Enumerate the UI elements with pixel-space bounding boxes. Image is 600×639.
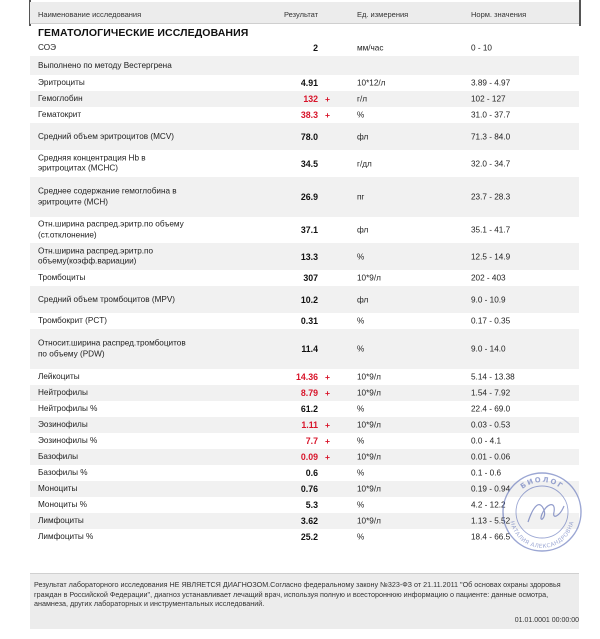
test-unit: 10*12/л <box>357 78 386 88</box>
test-unit: г/л <box>357 94 368 104</box>
test-result: 38.3 <box>300 110 318 120</box>
header-result: Результат <box>284 10 319 19</box>
section-title: ГЕМАТОЛОГИЧЕСКИЕ ИССЛЕДОВАНИЯ <box>38 27 249 39</box>
reference-range: 22.4 - 69.0 <box>471 404 511 414</box>
test-result: 5.3 <box>305 500 318 510</box>
test-unit: 10*9/л <box>357 273 381 283</box>
reference-range: 71.3 - 84.0 <box>471 132 511 141</box>
test-result: 7.7 <box>305 436 318 446</box>
table-row <box>30 177 579 217</box>
test-name: Эозинофилы <box>38 419 88 429</box>
test-result: 0.6 <box>305 468 318 478</box>
header-unit: Ед. измерения <box>357 10 409 19</box>
test-unit: % <box>357 532 365 542</box>
table-row <box>30 513 579 529</box>
table-row <box>30 433 579 449</box>
reference-range: 9.0 - 10.9 <box>471 295 506 304</box>
test-result: 61.2 <box>300 404 318 414</box>
reference-range: 0.19 - 0.94 <box>471 484 511 494</box>
test-result: 1.11 <box>301 420 318 430</box>
test-name: Относит.ширина распред.тромбоцитов по объему (PDW) <box>38 338 186 358</box>
reference-range: 32.0 - 34.7 <box>471 159 511 168</box>
test-result: 26.9 <box>300 192 318 202</box>
test-unit: % <box>357 468 365 478</box>
svg-text:БИОЛОГ: БИОЛОГ <box>519 475 566 491</box>
test-name: Нейтрофилы <box>38 387 88 397</box>
table-row <box>30 56 579 75</box>
test-name: Тромбокрит (PCT) <box>38 315 107 325</box>
table-row <box>30 123 579 150</box>
table-row <box>30 313 579 329</box>
reference-range: 0.17 - 0.35 <box>471 316 511 326</box>
disclaimer-text: Результат лабораторного исследования НЕ ЯВЛЯЕТСЯ ДИАГНОЗОМ.Согласно федеральному закону №323-ФЗ от 21.11.2011 "Об основах охраны здоровья граждан в Российской Федерации", диагноз устанавливает лечащий врач, используя полную и всестороннюю информацию о пациенте: данные осмотра, анамнеза, других лабораторных и инструментальных исследований. <box>34 580 561 608</box>
test-name: СОЭ <box>38 42 56 52</box>
test-unit: 10*9/л <box>357 388 381 398</box>
test-name: Эозинофилы % <box>38 435 98 445</box>
test-result: 37.1 <box>300 225 318 235</box>
table-row <box>30 107 579 123</box>
table-row <box>30 91 579 107</box>
table-row <box>30 465 579 481</box>
table-row <box>30 150 579 177</box>
reference-range: 12.5 - 14.9 <box>471 252 511 261</box>
test-result: 14.36 <box>295 372 318 382</box>
abnormal-flag: + <box>325 94 331 104</box>
test-unit: пг <box>357 192 365 202</box>
test-unit: мм/час <box>357 43 384 53</box>
test-unit: % <box>357 316 365 326</box>
table-row <box>30 329 579 369</box>
test-unit: % <box>357 344 365 354</box>
right-border <box>579 0 581 26</box>
table-header <box>30 2 579 24</box>
test-unit: 10*9/л <box>357 372 381 382</box>
abnormal-flag: + <box>325 452 331 462</box>
test-name: Средняя концентрация Hb в эритроцитах (MCHC) <box>38 153 146 173</box>
test-result: 11.4 <box>301 344 318 354</box>
test-unit: % <box>357 436 365 446</box>
reference-range: 0.03 - 0.53 <box>471 420 511 430</box>
test-result: 8.79 <box>300 388 318 398</box>
reference-range: 0.1 - 0.6 <box>471 468 502 478</box>
table-row <box>30 385 579 401</box>
test-unit: фл <box>357 132 369 141</box>
table-row <box>30 401 579 417</box>
signature-stamp <box>500 470 584 554</box>
table-row <box>30 497 579 513</box>
test-result: 25.2 <box>300 532 318 542</box>
table-row <box>30 40 579 56</box>
test-name: Средний объем тромбоцитов (MPV) <box>38 294 176 304</box>
test-result: 3.62 <box>300 516 318 526</box>
test-name: Лимфоциты % <box>38 531 94 541</box>
test-name: Базофилы % <box>38 467 88 477</box>
test-unit: 10*9/л <box>357 516 381 526</box>
reference-range: 0 - 10 <box>471 43 492 53</box>
report-footer <box>30 573 579 629</box>
reference-range: 4.2 - 12.2 <box>471 500 506 510</box>
abnormal-flag: + <box>325 420 331 430</box>
test-result: 10.2 <box>300 294 318 305</box>
test-name: Эритроциты <box>38 77 85 87</box>
print-timestamp: 01.01.0001 00:00:00 <box>514 617 579 624</box>
test-name: Средний объем эритроцитов (MCV) <box>38 131 175 141</box>
test-name: Моноциты % <box>38 499 87 509</box>
reference-range: 5.14 - 13.38 <box>471 372 515 382</box>
test-name: Среднее содержание гемоглобина в эритроците (MCH) <box>38 186 177 206</box>
test-name: Базофилы <box>38 451 79 461</box>
test-name: Нейтрофилы % <box>38 403 98 413</box>
test-unit: фл <box>357 295 369 304</box>
test-unit: % <box>357 500 365 510</box>
abnormal-flag: + <box>325 110 331 120</box>
test-unit: % <box>357 404 365 414</box>
abnormal-flag: + <box>325 372 331 382</box>
test-name: Лейкоциты <box>38 371 80 381</box>
test-name: Тромбоциты <box>38 272 86 282</box>
reference-range: 3.89 - 4.97 <box>471 78 511 88</box>
header-name: Наименование исследования <box>38 10 142 19</box>
test-unit: фл <box>357 225 369 235</box>
reference-range: 202 - 403 <box>471 273 506 283</box>
table-row <box>30 286 579 313</box>
abnormal-flag: + <box>325 388 331 398</box>
reference-range: 1.54 - 7.92 <box>471 388 511 398</box>
svg-text:НАТАЛИЯ АЛЕКСАНДРОВНА: НАТАЛИЯ АЛЕКСАНДРОВНА <box>508 520 576 551</box>
test-unit: 10*9/л <box>357 484 381 494</box>
table-row <box>30 243 579 270</box>
table-row <box>30 75 579 91</box>
reference-range: 31.0 - 37.7 <box>471 110 511 120</box>
reference-range: 102 - 127 <box>471 94 506 104</box>
reference-range: 0.0 - 4.1 <box>471 436 502 446</box>
test-unit: 10*9/л <box>357 452 381 462</box>
table-row <box>30 270 579 286</box>
table-row <box>30 369 579 385</box>
test-name: Гемоглобин <box>38 93 83 103</box>
reference-range: 0.01 - 0.06 <box>471 452 511 462</box>
test-result: 13.3 <box>300 251 318 262</box>
table-row <box>30 449 579 465</box>
test-name: Лимфоциты <box>38 515 84 525</box>
test-unit: % <box>357 110 365 120</box>
reference-range: 35.1 - 41.7 <box>471 225 511 235</box>
abnormal-flag: + <box>325 436 331 446</box>
test-result: 78.0 <box>300 131 318 142</box>
test-name: Отн.ширина распред.эритр.по объему(коэфф.вариации) <box>38 246 154 266</box>
test-result: 34.5 <box>300 158 318 169</box>
header-norm: Норм. значения <box>471 10 527 19</box>
test-unit: г/дл <box>357 159 372 168</box>
table-row <box>30 417 579 433</box>
test-result: 0.31 <box>300 316 318 326</box>
test-name: Гематокрит <box>38 109 82 119</box>
test-result: 0.09 <box>300 452 318 462</box>
test-name: Выполнено по методу Вестергрена <box>38 60 172 70</box>
test-unit: % <box>357 252 365 261</box>
test-result: 0.76 <box>300 484 318 494</box>
test-result: 307 <box>303 273 318 283</box>
test-name: Моноциты <box>38 483 78 493</box>
results-table <box>30 40 579 545</box>
test-unit: 10*9/л <box>357 420 381 430</box>
reference-range: 18.4 - 66.5 <box>471 532 511 542</box>
table-row <box>30 529 579 545</box>
reference-range: 9.0 - 14.0 <box>471 344 506 354</box>
reference-range: 23.7 - 28.3 <box>471 192 511 202</box>
table-row <box>30 217 579 243</box>
test-result: 4.91 <box>300 78 318 88</box>
test-name: Отн.ширина распред.эритр.по объему (ст.отклонение) <box>38 219 184 239</box>
test-result: 2 <box>313 43 318 53</box>
reference-range: 1.13 - 5.52 <box>471 516 511 526</box>
test-result: 132 <box>303 94 318 104</box>
table-row <box>30 481 579 497</box>
